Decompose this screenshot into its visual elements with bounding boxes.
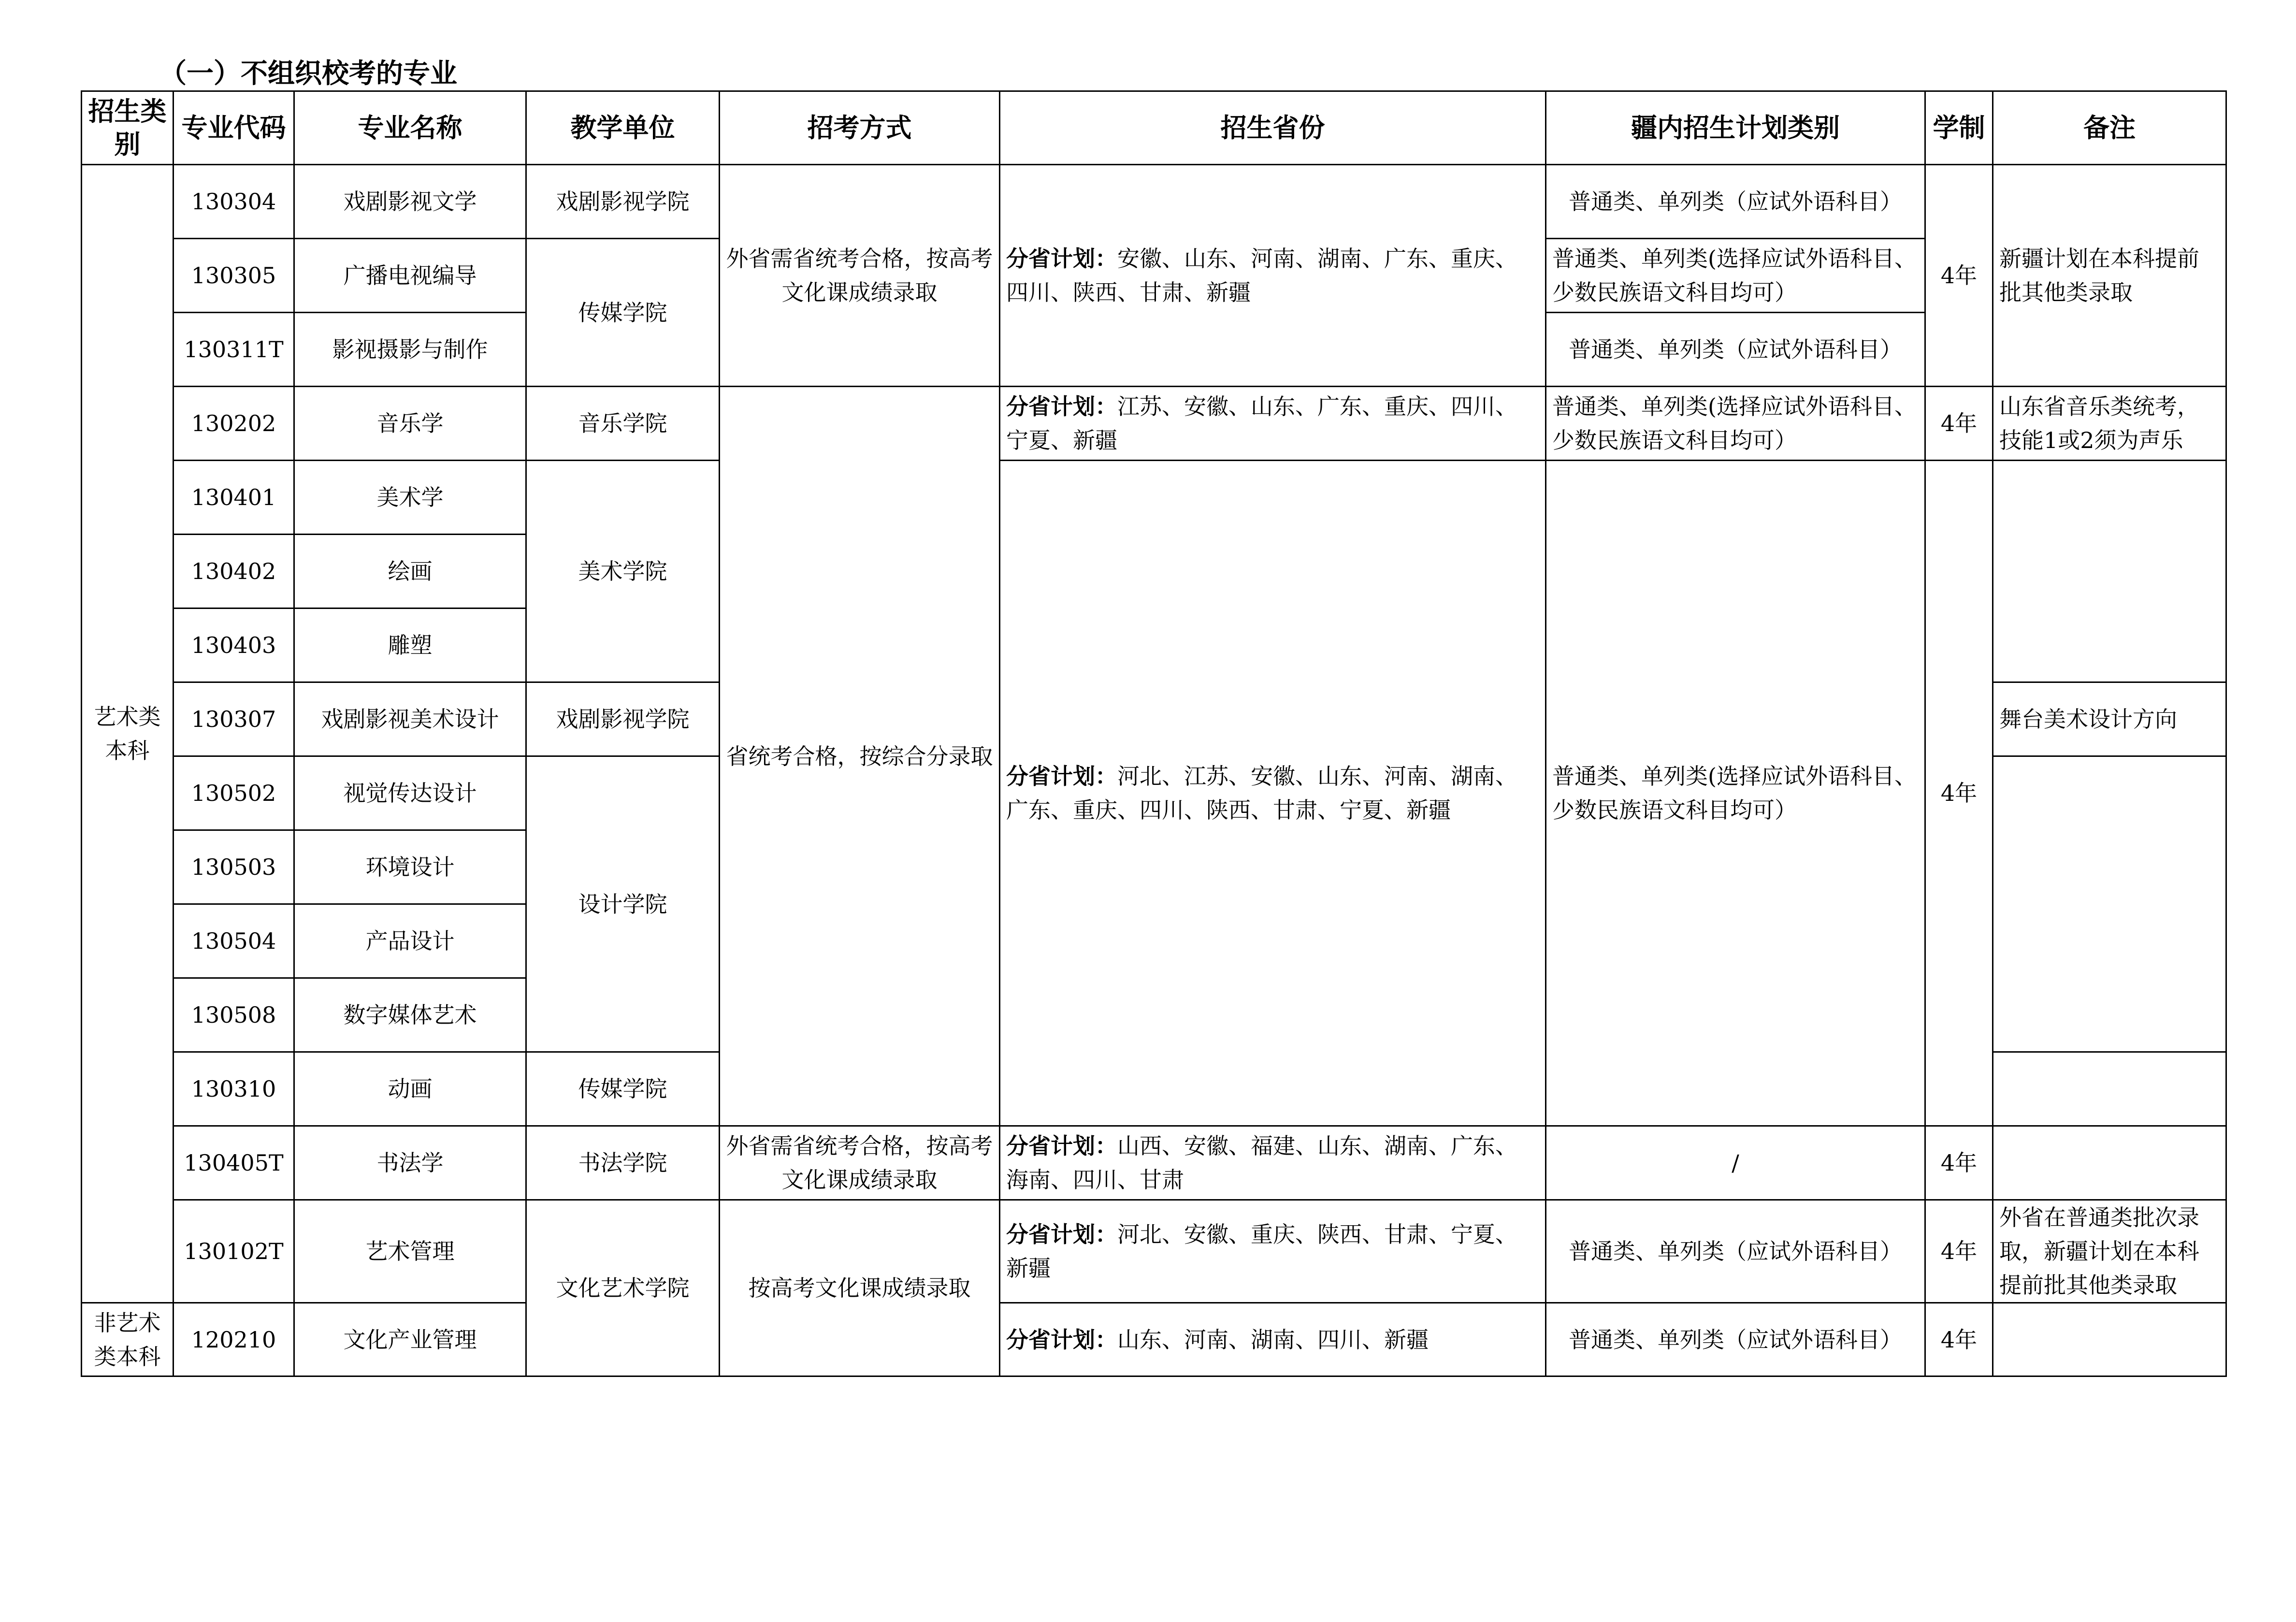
remark-cell bbox=[1993, 461, 2226, 682]
unit-cell: 戏剧影视学院 bbox=[526, 682, 720, 756]
provinces-cell bbox=[1000, 1200, 1546, 1303]
code-cell: 130304 bbox=[173, 165, 294, 239]
plan-type-cell: 普通类、单列类（应试外语科目） bbox=[1546, 1200, 1925, 1303]
code-cell: 130403 bbox=[173, 608, 294, 682]
plan-label: 分省计划： bbox=[1006, 763, 1117, 789]
name-cell: 美术学 bbox=[294, 461, 526, 535]
header-method: 招考方式 bbox=[720, 91, 1000, 165]
name-cell: 戏剧影视文学 bbox=[294, 165, 526, 239]
remark-cell bbox=[1993, 1303, 2226, 1376]
plan-type-cell: / bbox=[1546, 1126, 1925, 1200]
provinces-cell bbox=[1000, 387, 1546, 461]
name-cell: 文化产业管理 bbox=[294, 1303, 526, 1376]
code-cell: 130504 bbox=[173, 904, 294, 978]
name-cell: 动画 bbox=[294, 1052, 526, 1126]
unit-cell: 传媒学院 bbox=[526, 1052, 720, 1126]
section-title: （一）不组织校考的专业 bbox=[159, 58, 457, 89]
header-code: 专业代码 bbox=[173, 91, 294, 165]
duration-cell: 4年 bbox=[1925, 1303, 1993, 1376]
plan-label: 分省计划： bbox=[1006, 1133, 1117, 1159]
remark-cell: 新疆计划在本科提前批其他类录取 bbox=[1993, 165, 2226, 387]
unit-cell: 传媒学院 bbox=[526, 239, 720, 387]
duration-cell: 4年 bbox=[1925, 1126, 1993, 1200]
name-cell: 广播电视编导 bbox=[294, 239, 526, 313]
table-row bbox=[82, 1303, 2226, 1376]
code-cell: 130508 bbox=[173, 978, 294, 1052]
code-cell: 130402 bbox=[173, 535, 294, 608]
plan-label: 分省计划： bbox=[1006, 1221, 1117, 1247]
remark-cell bbox=[1993, 1052, 2226, 1126]
name-cell: 戏剧影视美术设计 bbox=[294, 682, 526, 756]
method-cell: 外省需省统考合格，按高考文化课成绩录取 bbox=[720, 1126, 1000, 1200]
plan-label: 分省计划： bbox=[1006, 1326, 1117, 1353]
code-cell: 130502 bbox=[173, 756, 294, 830]
remark-cell bbox=[1993, 1126, 2226, 1200]
name-cell: 数字媒体艺术 bbox=[294, 978, 526, 1052]
code-cell: 130305 bbox=[173, 239, 294, 313]
plan-type-cell: 普通类、单列类（应试外语科目） bbox=[1546, 165, 1925, 239]
name-cell: 绘画 bbox=[294, 535, 526, 608]
method-cell: 外省需省统考合格，按高考文化课成绩录取 bbox=[720, 165, 1000, 387]
code-cell: 130311T bbox=[173, 313, 294, 387]
code-cell: 130401 bbox=[173, 461, 294, 535]
header-category: 招生类别 bbox=[82, 91, 173, 165]
code-cell: 130307 bbox=[173, 682, 294, 756]
category-cell-art: 艺术类本科 bbox=[82, 165, 173, 1303]
plan-type-cell: 普通类、单列类(选择应试外语科目、少数民族语文科目均可） bbox=[1546, 387, 1925, 461]
provinces-list: 河北、安徽、重庆、陕西、甘肃、宁夏、新疆 bbox=[1006, 1221, 1517, 1281]
duration-cell: 4年 bbox=[1925, 1200, 1993, 1303]
unit-cell: 书法学院 bbox=[526, 1126, 720, 1200]
unit-cell: 美术学院 bbox=[526, 461, 720, 682]
name-cell: 书法学 bbox=[294, 1126, 526, 1200]
remark-cell: 山东省音乐类统考，技能1或2须为声乐 bbox=[1993, 387, 2226, 461]
unit-cell: 戏剧影视学院 bbox=[526, 165, 720, 239]
provinces-list: 安徽、山东、河南、湖南、广东、重庆、四川、陕西、甘肃、新疆 bbox=[1006, 246, 1517, 305]
unit-cell: 音乐学院 bbox=[526, 387, 720, 461]
provinces-cell bbox=[1000, 165, 1546, 387]
plan-type-cell: 普通类、单列类(选择应试外语科目、少数民族语文科目均可） bbox=[1546, 239, 1925, 313]
name-cell: 影视摄影与制作 bbox=[294, 313, 526, 387]
code-cell: 130310 bbox=[173, 1052, 294, 1126]
provinces-list: 河北、江苏、安徽、山东、河南、湖南、广东、重庆、四川、陕西、甘肃、宁夏、新疆 bbox=[1006, 763, 1517, 823]
plan-type-cell: 普通类、单列类(选择应试外语科目、少数民族语文科目均可） bbox=[1546, 461, 1925, 1126]
header-unit: 教学单位 bbox=[526, 91, 720, 165]
plan-label: 分省计划： bbox=[1006, 393, 1117, 420]
remark-cell bbox=[1993, 756, 2226, 1052]
remark-cell: 外省在普通类批次录取，新疆计划在本科提前批其他类录取 bbox=[1993, 1200, 2226, 1303]
plan-label: 分省计划： bbox=[1006, 246, 1117, 272]
name-cell: 产品设计 bbox=[294, 904, 526, 978]
provinces-cell bbox=[1000, 461, 1546, 1126]
name-cell: 环境设计 bbox=[294, 830, 526, 904]
method-cell: 省统考合格，按综合分录取 bbox=[720, 387, 1000, 1126]
plan-type-cell: 普通类、单列类（应试外语科目） bbox=[1546, 313, 1925, 387]
table-row bbox=[82, 165, 2226, 239]
header-plan-type: 疆内招生计划类别 bbox=[1546, 91, 1925, 165]
code-cell: 130102T bbox=[173, 1200, 294, 1303]
code-cell: 120210 bbox=[173, 1303, 294, 1376]
name-cell: 音乐学 bbox=[294, 387, 526, 461]
duration-cell: 4年 bbox=[1925, 461, 1993, 1126]
unit-cell: 设计学院 bbox=[526, 756, 720, 1052]
provinces-cell bbox=[1000, 1126, 1546, 1200]
duration-cell: 4年 bbox=[1925, 387, 1993, 461]
method-cell: 按高考文化课成绩录取 bbox=[720, 1200, 1000, 1376]
remark-cell: 舞台美术设计方向 bbox=[1993, 682, 2226, 756]
name-cell: 艺术管理 bbox=[294, 1200, 526, 1303]
header-duration: 学制 bbox=[1925, 91, 1993, 165]
major-table bbox=[81, 90, 2227, 1377]
code-cell: 130503 bbox=[173, 830, 294, 904]
table-row bbox=[82, 387, 2226, 461]
header-row bbox=[82, 91, 2226, 165]
table-row bbox=[82, 1200, 2226, 1303]
name-cell: 雕塑 bbox=[294, 608, 526, 682]
provinces-list: 江苏、安徽、山东、广东、重庆、四川、宁夏、新疆 bbox=[1006, 393, 1517, 453]
category-cell-nonart: 非艺术类本科 bbox=[82, 1303, 173, 1376]
unit-cell: 文化艺术学院 bbox=[526, 1200, 720, 1376]
provinces-list: 山西、安徽、福建、山东、湖南、广东、海南、四川、甘肃 bbox=[1006, 1133, 1517, 1193]
code-cell: 130405T bbox=[173, 1126, 294, 1200]
header-name: 专业名称 bbox=[294, 91, 526, 165]
name-cell: 视觉传达设计 bbox=[294, 756, 526, 830]
provinces-list: 山东、河南、湖南、四川、新疆 bbox=[1117, 1326, 1429, 1353]
header-remark: 备注 bbox=[1993, 91, 2226, 165]
header-provinces: 招生省份 bbox=[1000, 91, 1546, 165]
plan-type-cell: 普通类、单列类（应试外语科目） bbox=[1546, 1303, 1925, 1376]
provinces-cell bbox=[1000, 1303, 1546, 1376]
duration-cell: 4年 bbox=[1925, 165, 1993, 387]
code-cell: 130202 bbox=[173, 387, 294, 461]
table-row bbox=[82, 1126, 2226, 1200]
table-row bbox=[82, 461, 2226, 535]
